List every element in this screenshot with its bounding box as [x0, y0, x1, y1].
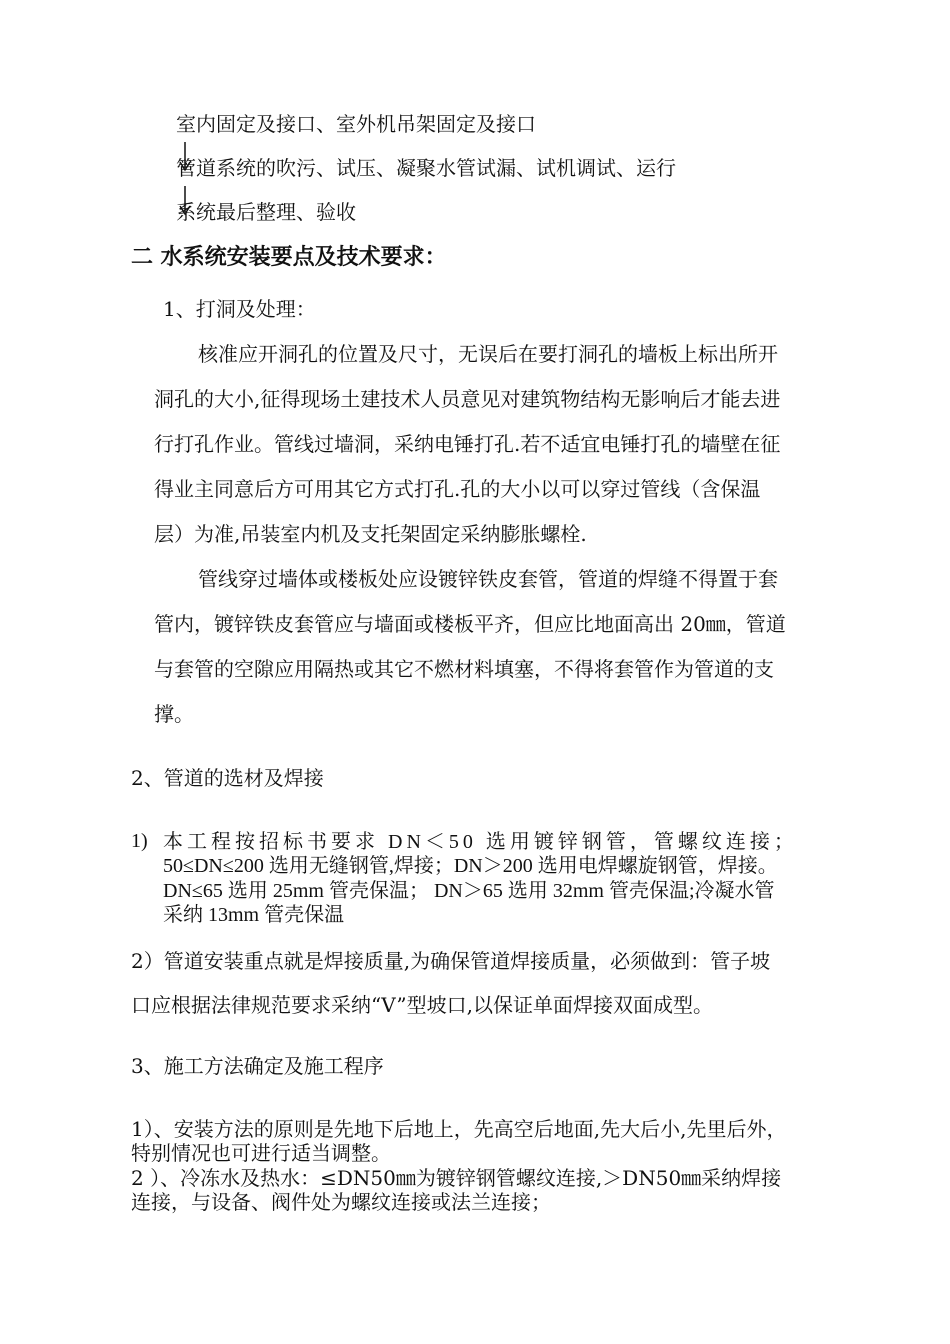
paragraph-line: 洞孔的大小,征得现场土建技术人员意见对建筑物结构无影响后才能去进 [154, 387, 781, 411]
paragraph-line: 管线穿过墙体或楼板处应设镀锌铁皮套管，管道的焊缝不得置于套 [198, 567, 778, 591]
paragraph-line: 口应根据法律规范要求采纳“V”型坡口,以保证单面焊接双面成型。 [131, 993, 713, 1017]
subsection-title-construction-method: 3、施工方法确定及施工程序 [131, 1054, 384, 1078]
paragraph-line: 2）管道安装重点就是焊接质量,为确保管道焊接质量，必须做到：管子坡 [131, 949, 771, 973]
list-item-line: 2 ）、冷冻水及热水：≤DN50㎜为镀锌钢管螺纹连接,＞DN50㎜采纳焊接 [131, 1166, 782, 1190]
list-item-line: DN≤65 选用 25mm 管壳保温； DN＞65 选用 32mm 管壳保温;冷凝水管 [163, 880, 775, 902]
paragraph-line: 行打孔作业。管线过墙洞，采纳电锤打孔.若不适宜电锤打孔的墙壁在征 [154, 432, 781, 456]
list-item-line: 采纳 13mm 管壳保温 [163, 904, 345, 926]
list-item-line: 50≤DN≤200 选用无缝钢管,焊接；DN＞200 选用电焊螺旋钢管，焊接。 [163, 855, 778, 877]
paragraph-line: 管内，镀锌铁皮套管应与墙面或楼板平齐，但应比地面高出 20㎜，管道 [154, 612, 786, 636]
paragraph-line: 得业主同意后方可用其它方式打孔.孔的大小以可以穿过管线（含保温 [154, 477, 761, 501]
list-item-line: 1）、安装方法的原则是先地下后地上，先高空后地面,先大后小,先里后外， [131, 1117, 787, 1141]
paragraph-line: 撑。 [154, 702, 194, 726]
list-item-line: 特别情况也可进行适当调整。 [131, 1141, 391, 1165]
paragraph-line: 层）为准,吊装室内机及支托架固定采纳膨胀螺栓. [154, 522, 587, 546]
paragraph-line: 与套管的空隙应用隔热或其它不燃材料填塞，不得将套管作为管道的支 [154, 657, 774, 681]
section-heading: 二 水系统安装要点及技术要求： [131, 245, 447, 270]
flow-step-acceptance: 系统最后整理、验收 [176, 200, 356, 224]
subsection-title-pipe-material: 2、管道的选材及焊接 [131, 766, 324, 790]
paragraph-line: 核准应开洞孔的位置及尺寸，无误后在要打洞孔的墙板上标出所开 [198, 342, 778, 366]
flow-step-install-fix: 室内固定及接口、室外机吊架固定及接口 [176, 112, 536, 136]
flow-step-test-run: 管道系统的吹污、试压、凝聚水管试漏、试机调试、运行 [176, 156, 676, 180]
subsection-title-drilling: 1、打洞及处理： [163, 297, 316, 321]
list-item-number: 1) [131, 830, 148, 852]
list-item-line: 本工程按招标书要求 DN＜50 选用镀锌钢管，管螺纹连接； [163, 831, 798, 853]
list-item-line: 连接，与设备、阀件处为螺纹连接或法兰连接； [131, 1190, 551, 1214]
